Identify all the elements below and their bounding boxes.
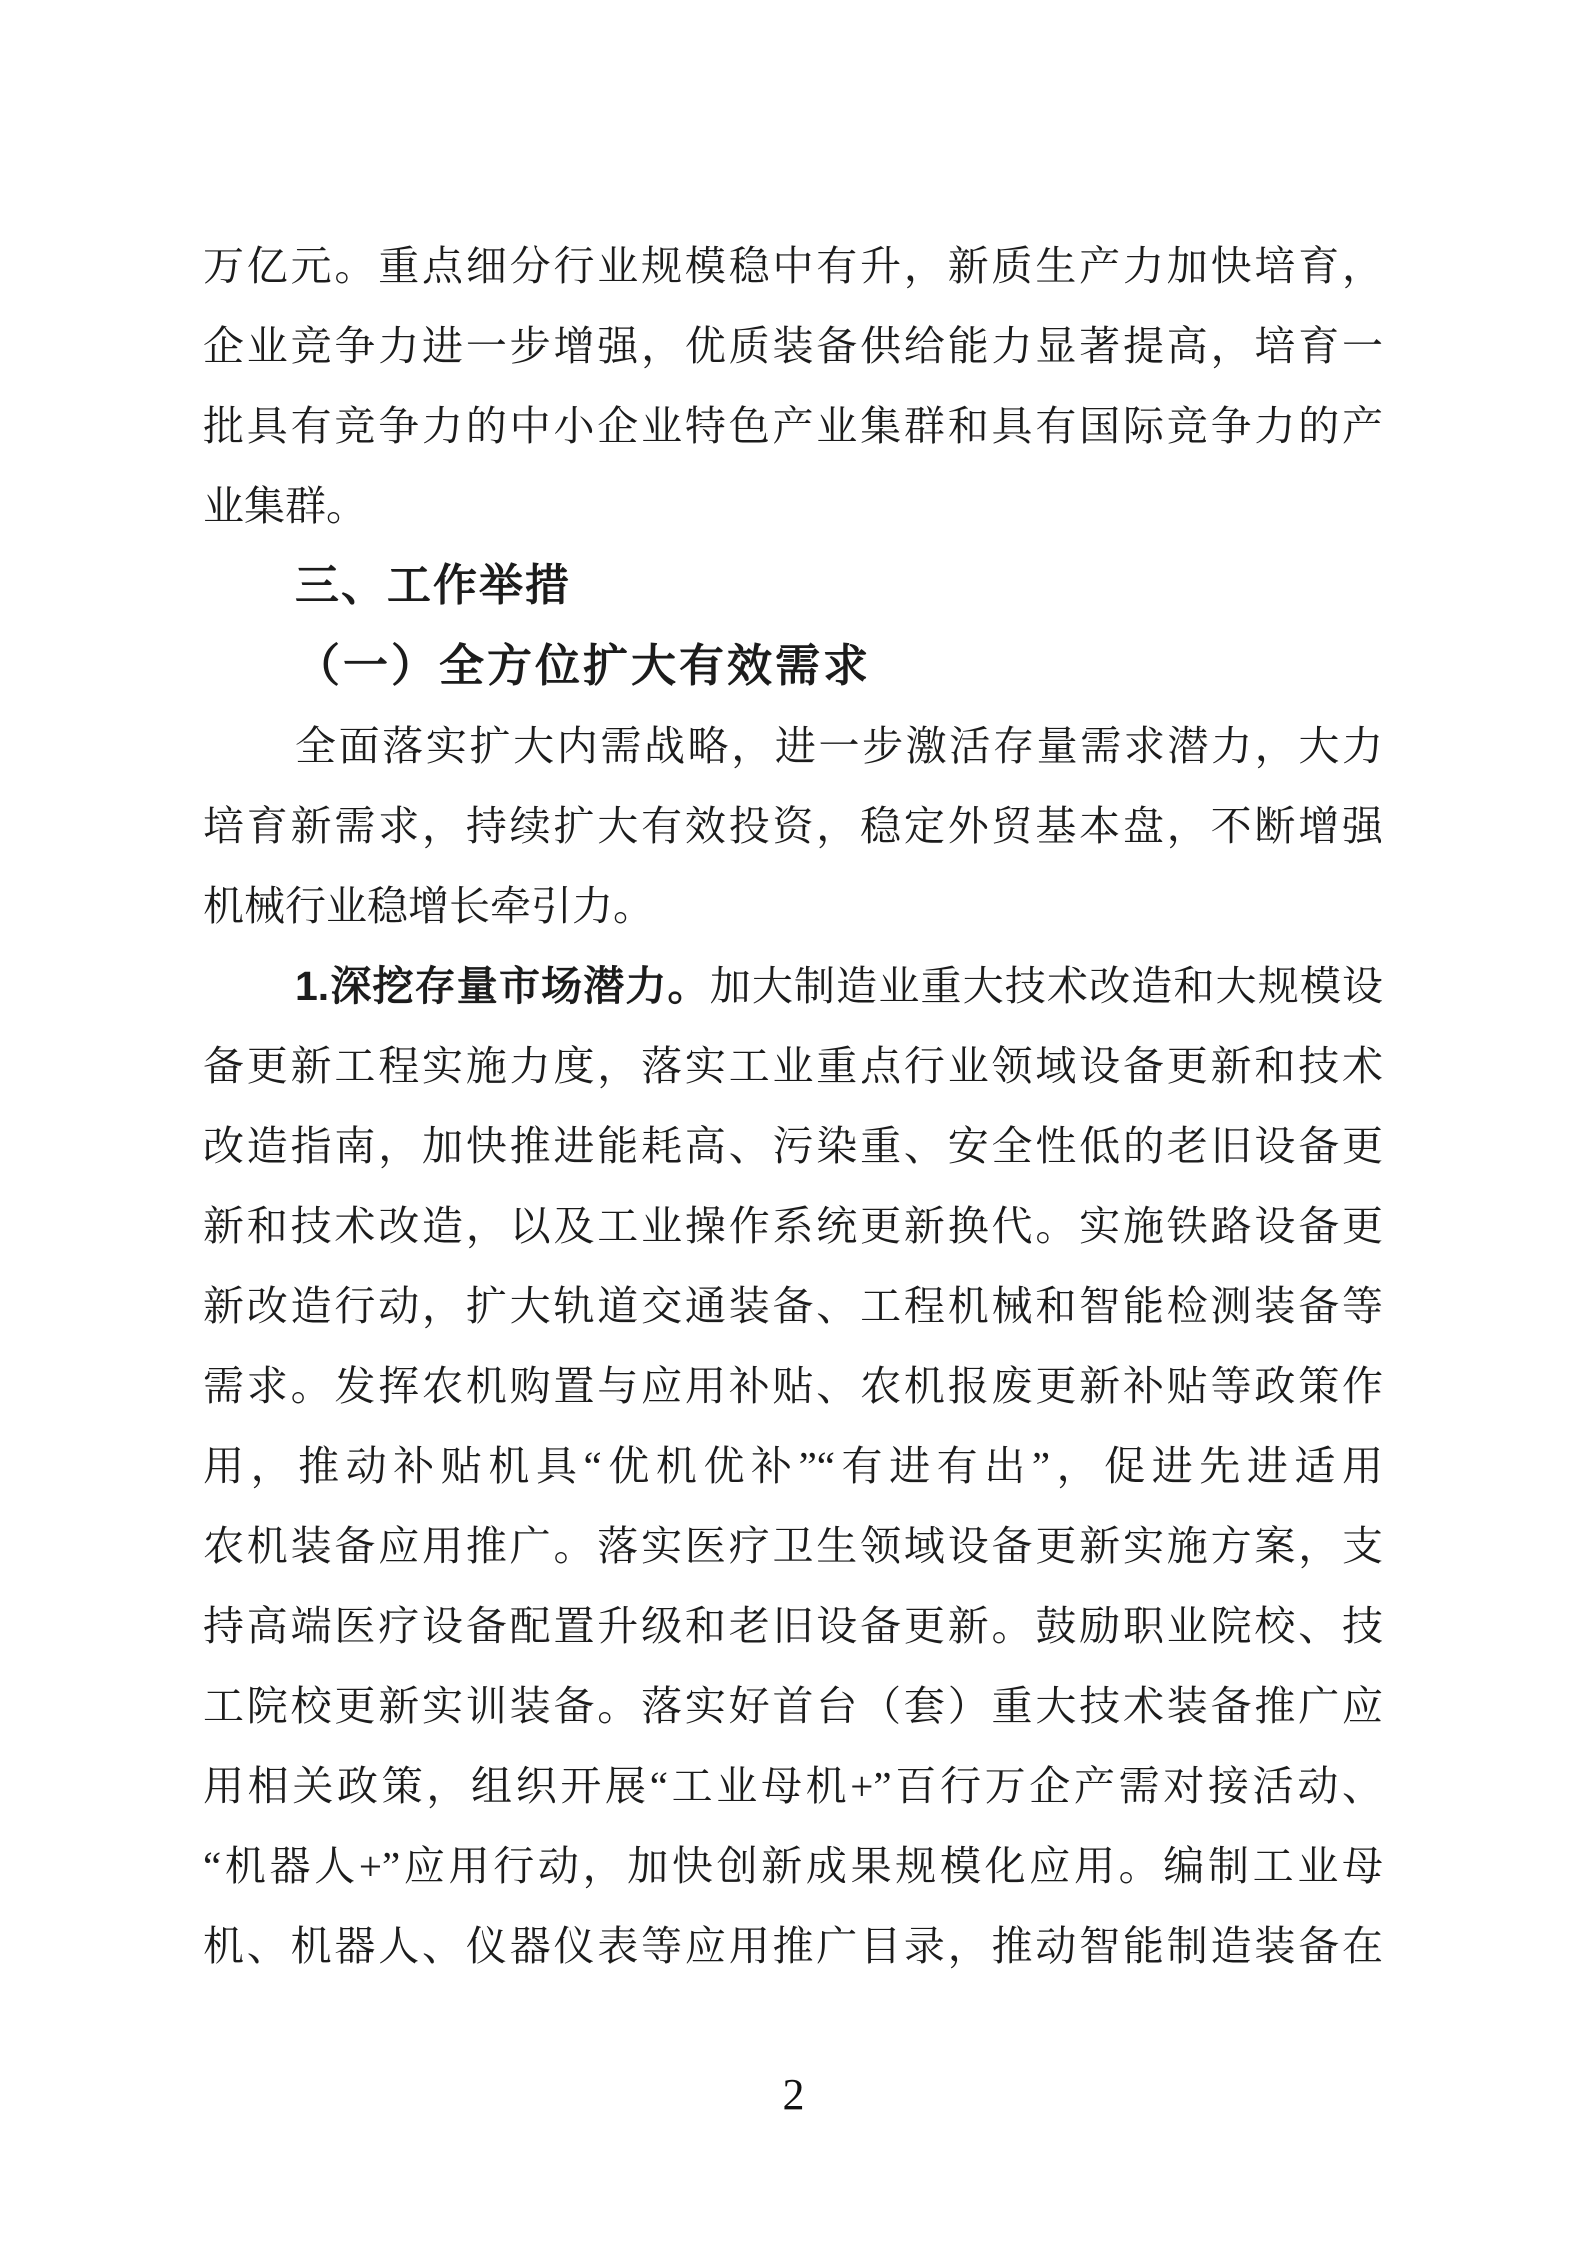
paragraph-lead: 1.深挖存量市场潜力。 [295, 963, 710, 1009]
body-line: 机械行业稳增长牵引力。 [203, 883, 654, 929]
body-line: 持高端医疗设备配置升级和老旧设备更新。鼓励职业院校、技 [203, 1603, 1383, 1649]
section-heading: 三、工作举措 [295, 561, 571, 610]
body-line: 万亿元。重点细分行业规模稳中有升，新质生产力加快培育， [203, 243, 1383, 289]
sub-heading: （一）全方位扩大有效需求 [295, 641, 872, 691]
body-line: “机器人+”应用行动，加快创新成果规模化应用。编制工业母 [203, 1843, 1383, 1889]
body-line: 业集群。 [203, 483, 367, 529]
body-line: 新改造行动，扩大轨道交通装备、工程机械和智能检测装备等 [203, 1283, 1383, 1329]
body-line: 批具有竞争力的中小企业特色产业集群和具有国际竞争力的产 [203, 403, 1383, 449]
body-line: 工院校更新实训装备。落实好首台（套）重大技术装备推广应 [203, 1683, 1383, 1729]
document-body [203, 226, 1383, 1986]
body-line: 用，推动补贴机具“优机优补”“有进有出”，促进先进适用 [203, 1443, 1383, 1489]
body-line: 新和技术改造，以及工业操作系统更新换代。实施铁路设备更 [203, 1203, 1383, 1249]
body-line: 全面落实扩大内需战略，进一步激活存量需求潜力，大力 [295, 723, 1383, 769]
body-line: 需求。发挥农机购置与应用补贴、农机报废更新补贴等政策作 [203, 1363, 1383, 1409]
body-line [203, 946, 1383, 1026]
body-line: 用相关政策，组织开展“工业母机+”百行万企产需对接活动、 [203, 1763, 1383, 1809]
body-line-text: 加大制造业重大技术改造和大规模设 [709, 963, 1383, 1009]
body-line: 机、机器人、仪器仪表等应用推广目录，推动智能制造装备在 [203, 1923, 1383, 1969]
body-line: 培育新需求，持续扩大有效投资，稳定外贸基本盘，不断增强 [203, 803, 1383, 849]
body-line: 改造指南，加快推进能耗高、污染重、安全性低的老旧设备更 [203, 1123, 1383, 1169]
body-line: 企业竞争力进一步增强，优质装备供给能力显著提高，培育一 [203, 323, 1383, 369]
body-line: 备更新工程实施力度，落实工业重点行业领域设备更新和技术 [203, 1043, 1383, 1089]
page-number: 2 [782, 2070, 805, 2119]
body-line: 农机装备应用推广。落实医疗卫生领域设备更新实施方案，支 [203, 1523, 1383, 1569]
